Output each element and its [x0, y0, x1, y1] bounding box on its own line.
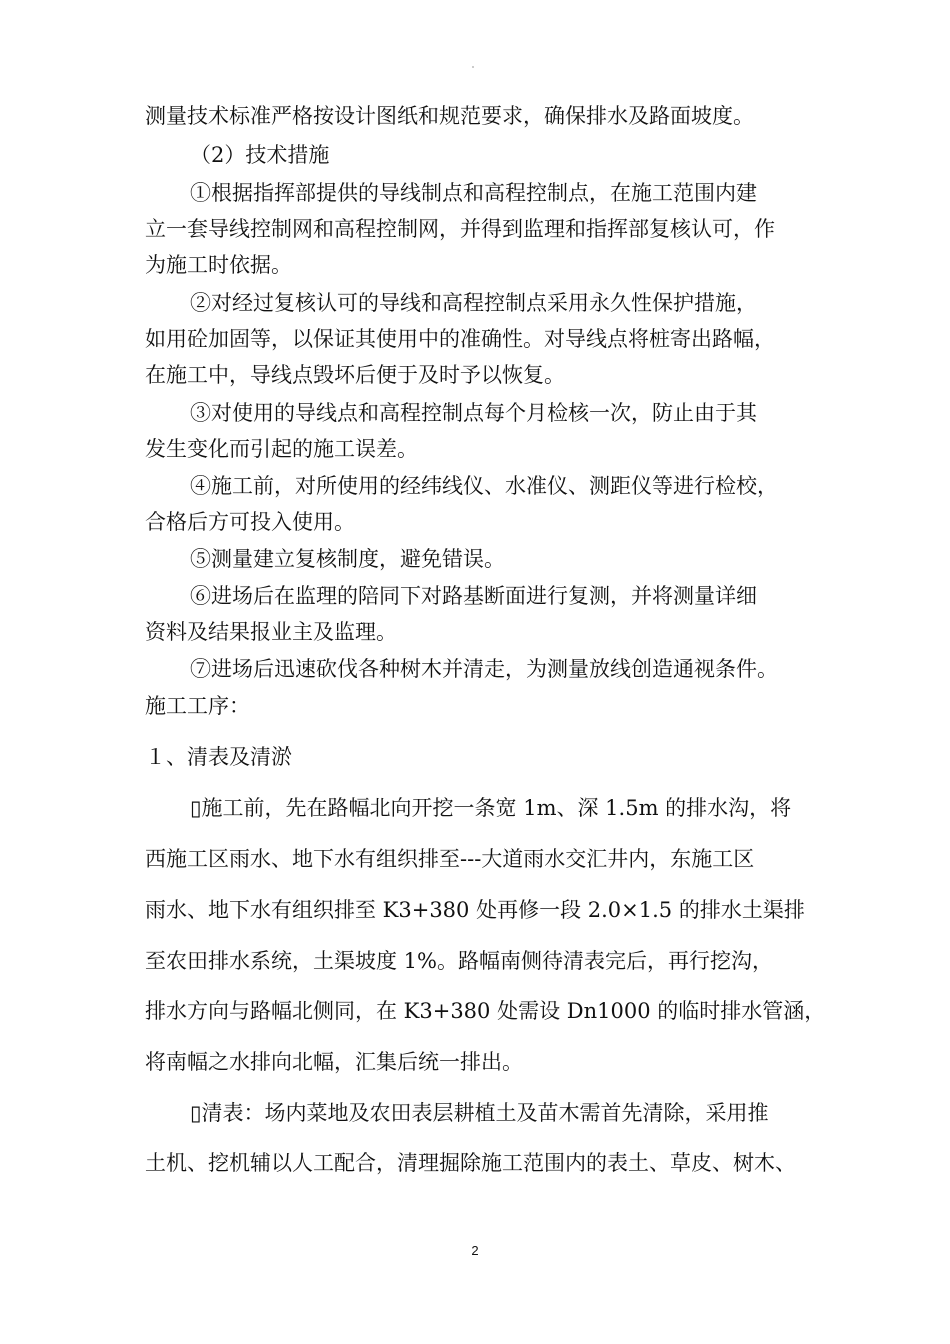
clearing-line-2: 土机、挖机辅以人工配合，清理掘除施工范围内的表土、草皮、树木、	[145, 1151, 796, 1175]
process-heading: 施工工序：	[145, 694, 250, 718]
item-3-line-2: 发生变化而引起的施工误差。	[145, 437, 418, 461]
item-5-line-1: ⑤测量建立复核制度，避免错误。	[190, 547, 505, 571]
item-4-line-1: ④施工前，对所使用的经纬线仪、水准仪、测距仪等进行检校，	[190, 474, 778, 498]
item-1-line-2: 立一套导线控制网和高程控制网，并得到监理和指挥部复核认可，作	[145, 217, 775, 241]
section-heading: （2）技术措施	[190, 143, 330, 167]
item-1-line-3: 为施工时依据。	[145, 253, 292, 277]
page-number: 2	[471, 1243, 479, 1258]
item-3-line-1: ③对使用的导线点和高程控制点每个月检核一次，防止由于其	[190, 401, 757, 425]
item-2-line-2: 如用砼加固等，以保证其使用中的准确性。对导线点将桩寄出路幅，	[145, 327, 775, 351]
item-1-line-1: ①根据指挥部提供的导线制点和高程控制点，在施工范围内建	[190, 181, 757, 205]
item-2-line-1: ②对经过复核认可的导线和高程控制点采用永久性保护措施，	[190, 291, 757, 315]
drainage-line-5: 排水方向与路幅北侧同，在 K3+380 处需设 Dn1000 的临时排水管涵，	[145, 999, 826, 1023]
drainage-line-4: 至农田排水系统，土渠坡度 1%。路幅南侧待清表完后，再行挖沟，	[145, 949, 773, 973]
item-6-line-2: 资料及结果报业主及监理。	[145, 620, 397, 644]
item-2-line-3: 在施工中，导线点毁坏后便于及时予以恢复。	[145, 363, 565, 387]
item-4-line-2: 合格后方可投入使用。	[145, 510, 355, 534]
item-7-line-1: ⑦进场后迅速砍伐各种树木并清走，为测量放线创造通视条件。	[190, 657, 778, 681]
subsection-heading: １、清表及清淤	[145, 745, 292, 769]
item-6-line-1: ⑥进场后在监理的陪同下对路基断面进行复测，并将测量详细	[190, 584, 757, 608]
drainage-line-6: 将南幅之水排向北幅，汇集后统一排出。	[145, 1050, 523, 1074]
drainage-line-3: 雨水、地下水有组织排至 K3+380 处再修一段 2.0×1.5 的排水土渠排	[145, 898, 805, 922]
drainage-line-1: ▯施工前，先在路幅北向开挖一条宽 1m、深 1.5m 的排水沟，将	[190, 796, 792, 820]
clearing-line-1: ▯清表：场内菜地及农田表层耕植土及苗木需首先清除，采用推	[190, 1101, 769, 1125]
drainage-line-2: 西施工区雨水、地下水有组织排至---大道雨水交汇井内，东施工区	[145, 847, 755, 871]
line-1: 测量技术标准严格按设计图纸和规范要求，确保排水及路面坡度。	[145, 104, 754, 128]
scan-speck	[472, 66, 474, 68]
